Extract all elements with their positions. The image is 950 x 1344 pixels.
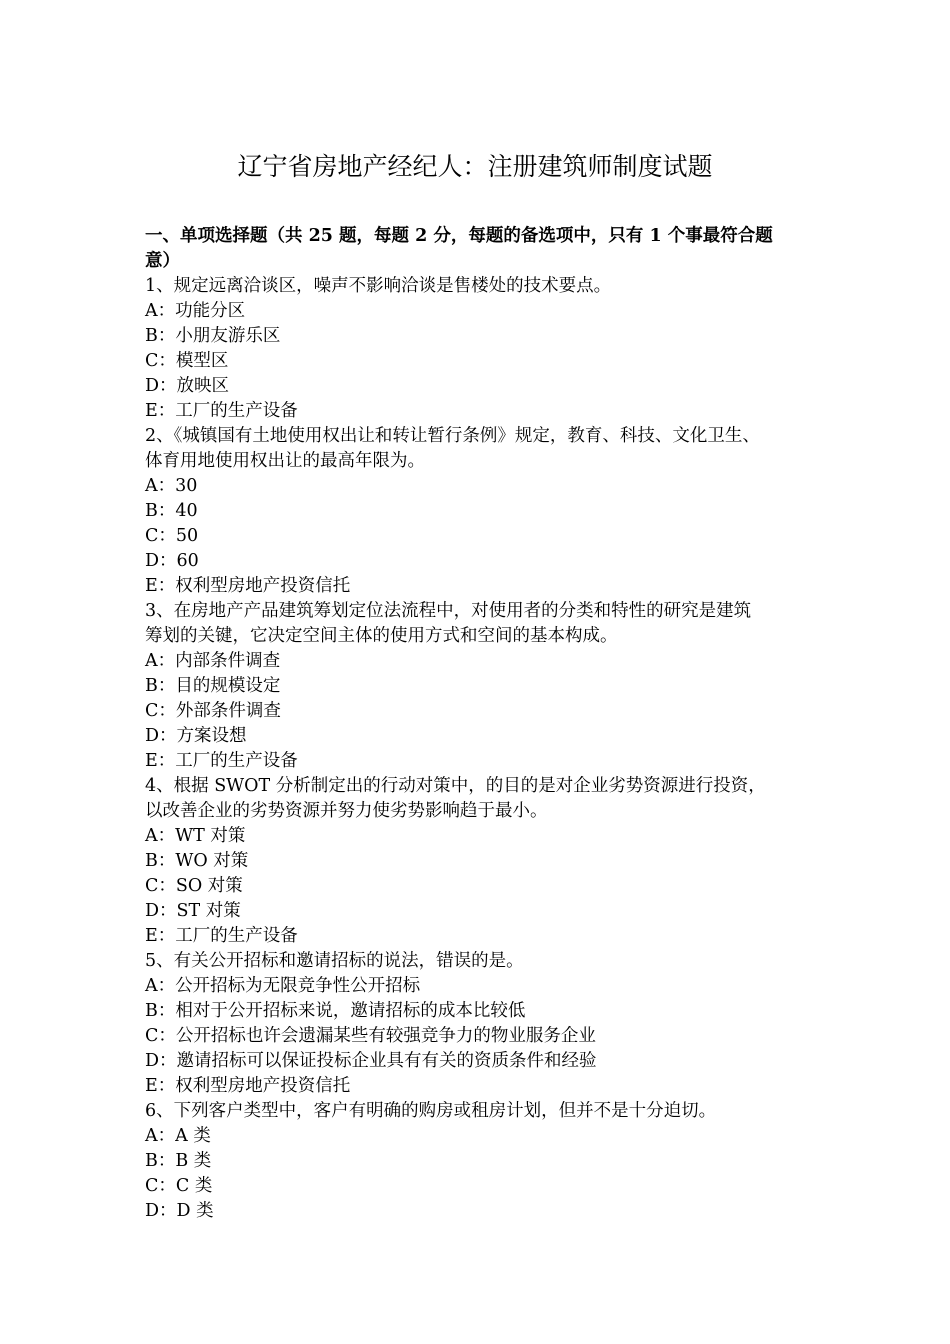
option-d: D：D 类: [145, 1201, 214, 1221]
option-c: C：模型区: [145, 351, 229, 371]
option-a: A：WT 对策: [145, 826, 246, 846]
option-a: A：内部条件调查: [145, 651, 281, 671]
question-text: 5、有关公开招标和邀请招标的说法，错误的是。: [145, 951, 524, 971]
option-a: A：A 类: [145, 1126, 211, 1146]
option-e: E：权利型房地产投资信托: [145, 576, 351, 596]
option-a: A：功能分区: [145, 301, 246, 321]
document-title: 辽宁省房地产经纪人：注册建筑师制度试题: [237, 152, 713, 181]
option-d: D：60: [145, 551, 199, 571]
question-text: 1、规定远离洽谈区，噪声不影响洽谈是售楼处的技术要点。: [145, 276, 612, 296]
question-2: [145, 424, 825, 599]
section-heading-line-1: 一、单项选择题（共 25 题，每题 2 分，每题的备选项中，只有 1 个事最符合题: [145, 226, 773, 246]
option-c: C：外部条件调查: [145, 701, 281, 721]
question-3: [145, 599, 825, 774]
option-d: D：放映区: [145, 376, 230, 396]
option-b: B：WO 对策: [145, 851, 249, 871]
option-d: D：方案设想: [145, 726, 247, 746]
question-5: [145, 949, 825, 1099]
section-heading-line-2: 意）: [145, 251, 180, 271]
option-e: E：工厂的生产设备: [145, 751, 298, 771]
option-e: E：工厂的生产设备: [145, 926, 298, 946]
question-text: 3、在房地产产品建筑筹划定位法流程中，对使用者的分类和特性的研究是建筑: [145, 601, 752, 621]
option-a: A：公开招标为无限竞争性公开招标: [145, 976, 421, 996]
option-c: C：公开招标也许会遗漏某些有较强竞争力的物业服务企业: [145, 1026, 596, 1046]
question-text: 2、《城镇国有土地使用权出让和转让暂行条例》规定，教育、科技、文化卫生、: [145, 426, 760, 446]
question-1: [145, 274, 825, 424]
option-a: A：30: [145, 476, 198, 496]
option-b: B：目的规模设定: [145, 676, 281, 696]
option-c: C：SO 对策: [145, 876, 243, 896]
question-text: 4、根据 SWOT 分析制定出的行动对策中，的目的是对企业劣势资源进行投资，: [145, 776, 766, 796]
option-e: E：权利型房地产投资信托: [145, 1076, 351, 1096]
option-d: D：ST 对策: [145, 901, 241, 921]
question-text: 6、下列客户类型中，客户有明确的购房或租房计划，但并不是十分迫切。: [145, 1101, 717, 1121]
question-4: [145, 774, 825, 949]
question-6: [145, 1099, 825, 1224]
document-body: [145, 224, 825, 1224]
question-text-continued: 体育用地使用权出让的最高年限为。: [145, 451, 425, 471]
question-text-continued: 以改善企业的劣势资源并努力使劣势影响趋于最小。: [145, 801, 548, 821]
option-d: D：邀请招标可以保证投标企业具有有关的资质条件和经验: [145, 1051, 597, 1071]
option-b: B：40: [145, 501, 198, 521]
option-c: C：50: [145, 526, 199, 546]
option-b: B：小朋友游乐区: [145, 326, 281, 346]
option-c: C：C 类: [145, 1176, 213, 1196]
option-e: E：工厂的生产设备: [145, 401, 298, 421]
option-b: B：相对于公开招标来说，邀请招标的成本比较低: [145, 1001, 526, 1021]
option-b: B：B 类: [145, 1151, 212, 1171]
question-text-continued: 筹划的关键，它决定空间主体的使用方式和空间的基本构成。: [145, 626, 618, 646]
